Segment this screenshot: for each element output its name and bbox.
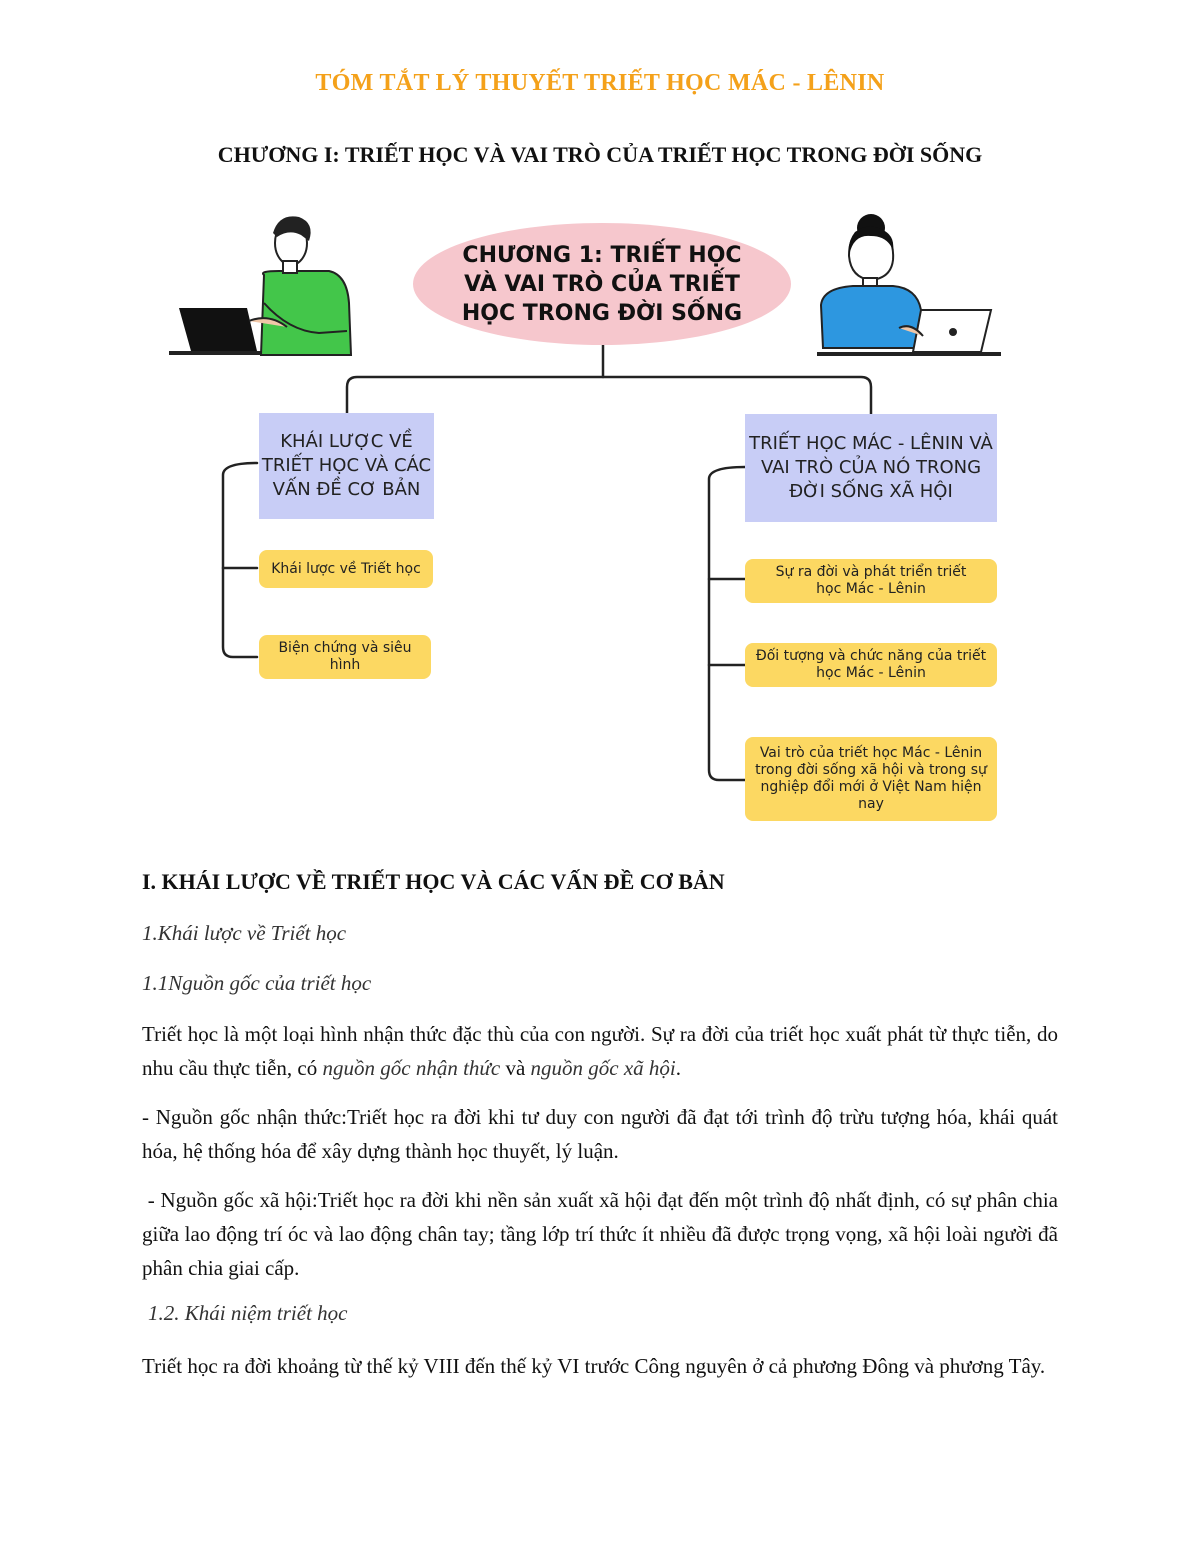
- mindmap-leaf-label: Sự ra đời và phát triển triết học Mác - Lênin: [775, 564, 967, 597]
- mindmap-leaf-label: Đối tượng và chức năng của triết học Mác - Lênin: [755, 648, 987, 681]
- chapter-title: CHƯƠNG I: TRIẾT HỌC VÀ VAI TRÒ CỦA TRIẾT HỌC TRONG ĐỜI SỐNG: [217, 142, 983, 167]
- woman-with-laptop-illustration: [813, 210, 1003, 360]
- paragraph-cognitive-origin: - Nguồn gốc nhận thức:Triết học ra đời khi tư duy con người đã đạt tới trình độ trừu tượng hóa, khái quát hóa, hệ thống hóa để xây dựng thành học thuyết, lý luận.: [142, 1105, 1058, 1163]
- mindmap-right-leaf-2: [745, 643, 997, 687]
- mindmap-right-leaf-3: [745, 737, 997, 821]
- mindmap-left-branch-label: KHÁI LƯỢC VỀ TRIẾT HỌC VÀ CÁC VẤN ĐỀ CƠ BẢN: [261, 431, 432, 500]
- mindmap-leaf-label: Khái lược về Triết học: [271, 560, 421, 577]
- section-heading: I. KHÁI LƯỢC VỀ TRIẾT HỌC VÀ CÁC VẤN ĐỀ CƠ BẢN: [142, 869, 725, 894]
- chapter-mindmap: [165, 205, 1025, 830]
- document-title: TÓM TẮT LÝ THUYẾT TRIẾT HỌC MÁC - LÊNIN: [315, 70, 885, 96]
- subsection-heading-1-1: 1.1Nguồn gốc của triết học: [142, 971, 372, 995]
- paragraph-origin: [142, 1017, 1058, 1085]
- paragraph-text: và: [500, 1056, 531, 1080]
- man-with-laptop-illustration: [169, 213, 354, 358]
- paragraph-text: .: [675, 1056, 681, 1080]
- subsection-heading-1-2: 1.2. Khái niệm triết học: [148, 1301, 348, 1325]
- mindmap-right-branch-label: TRIẾT HỌC MÁC - LÊNIN VÀ VAI TRÒ CỦA NÓ TRONG ĐỜI SỐNG XÃ HỘI: [749, 433, 993, 502]
- emphasis-text: nguồn gốc xã hội: [530, 1056, 676, 1080]
- mindmap-right-branch-node: [745, 414, 997, 522]
- paragraph-concept: Triết học ra đời khoảng từ thế kỷ VIII đến thế kỷ VI trước Công nguyên ở cả phương Đông và phương Tây.: [142, 1354, 1046, 1378]
- mindmap-right-leaf-1: [745, 559, 997, 603]
- subsection-heading-1: 1.Khái lược về Triết học: [142, 921, 347, 945]
- mindmap-root-node: [413, 223, 791, 345]
- mindmap-left-leaf-1: [259, 550, 433, 588]
- mindmap-left-leaf-2: [259, 635, 431, 679]
- paragraph-social-origin: - Nguồn gốc xã hội:Triết học ra đời khi nền sản xuất xã hội đạt đến một trình độ nhất định, có sự phân chia giữa lao động trí óc và lao động chân tay; tầng lớp trí thức ít nhiều đã được trọng vọng, xã hội loài người đã phân chia giai cấp.: [142, 1188, 1064, 1280]
- mindmap-left-branch-node: [259, 413, 434, 519]
- emphasis-text: nguồn gốc nhận thức: [322, 1056, 501, 1080]
- paragraph-text: Triết học là một loại hình nhận thức đặc thù của con người. Sự ra đời của triết học xuất phát từ thực tiễn, do nhu cầu thực tiễn, có: [142, 1022, 1058, 1080]
- mindmap-leaf-label: Biện chứng và siêu hình: [278, 640, 412, 673]
- mindmap-leaf-label: Vai trò của triết học Mác - Lênin trong đời sống xã hội và trong sự nghiệp đổi mới ở Việt Nam hiện nay: [755, 745, 987, 812]
- mindmap-root-label: CHƯƠNG 1: TRIẾT HỌC VÀ VAI TRÒ CỦA TRIẾT HỌC TRONG ĐỜI SỐNG: [461, 242, 743, 326]
